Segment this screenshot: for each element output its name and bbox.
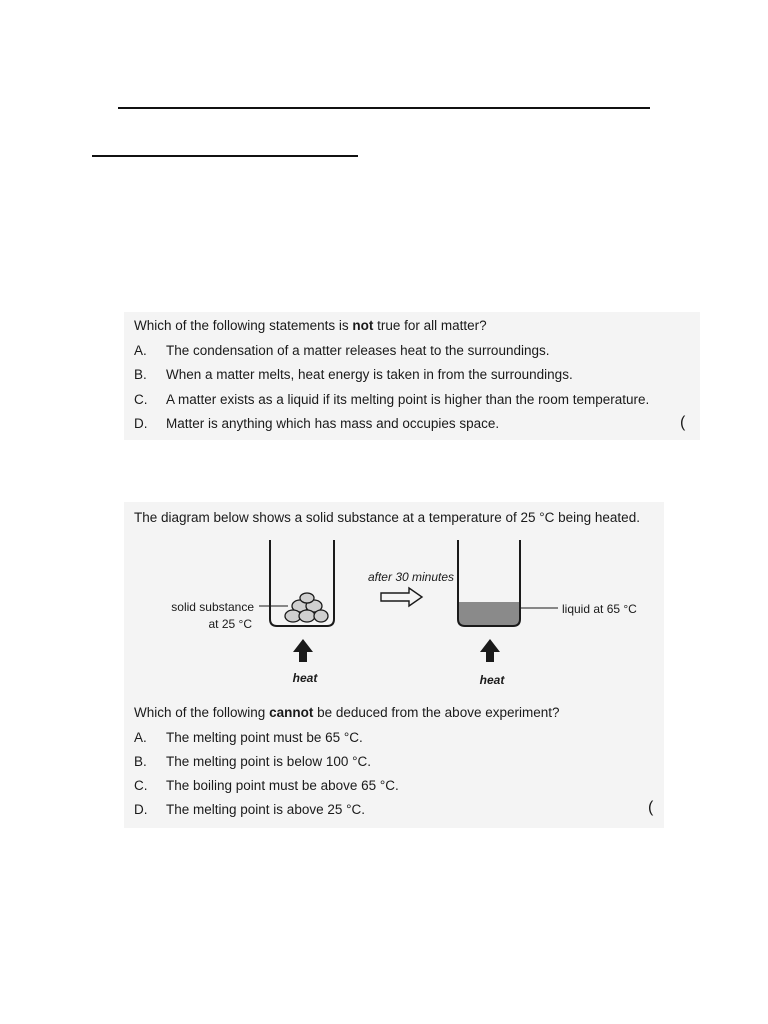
- question-1-option-d[interactable]: D. Matter is anything which has mass and occupies space.: [134, 416, 500, 431]
- question-1-option-c[interactable]: C. A matter exists as a liquid if its melting point is higher than the room temperature.: [134, 392, 650, 407]
- question-1-option-b[interactable]: B. When a matter melts, heat energy is taken in from the surroundings.: [134, 367, 573, 382]
- question-2-option-a[interactable]: A. The melting point must be 65 °C.: [134, 730, 363, 745]
- answer-line-1: [118, 107, 650, 109]
- solid-label-line2: at 25 °C: [208, 617, 252, 631]
- heat-label-right: heat: [479, 673, 505, 687]
- solid-lumps-icon: [285, 593, 328, 622]
- heat-arrow-left-icon: [293, 639, 313, 662]
- answer-line-2: [92, 155, 358, 157]
- question-1: [124, 312, 700, 440]
- question-2-option-d[interactable]: D. The melting point is above 25 °C.: [134, 802, 366, 817]
- question-1-stem: Which of the following statements is not true for all matter?: [134, 318, 487, 333]
- question-1-answer-bracket[interactable]: (: [680, 414, 686, 431]
- question-1-option-a[interactable]: A. The condensation of a matter releases heat to the surroundings.: [134, 343, 550, 358]
- liquid-label: liquid at 65 °C: [562, 602, 637, 616]
- question-2-option-c[interactable]: C. The boiling point must be above 65 °C.: [134, 778, 399, 793]
- question-2-stem: Which of the following cannot be deduced from the above experiment?: [134, 705, 560, 720]
- heating-diagram: [124, 502, 664, 702]
- solid-label-line1: solid substance: [171, 600, 254, 614]
- heat-label-left: heat: [292, 671, 318, 685]
- heat-arrow-right-icon: [480, 639, 500, 662]
- liquid-fill: [458, 602, 520, 626]
- transition-caption: after 30 minutes: [367, 570, 455, 584]
- question-2: [124, 502, 664, 828]
- question-2-intro: The diagram below shows a solid substance at a temperature of 25 °C being heated.: [134, 510, 640, 525]
- question-2-option-b[interactable]: B. The melting point is below 100 °C.: [134, 754, 372, 769]
- question-2-answer-bracket[interactable]: (: [648, 799, 654, 816]
- double-arrow-icon: [381, 588, 422, 606]
